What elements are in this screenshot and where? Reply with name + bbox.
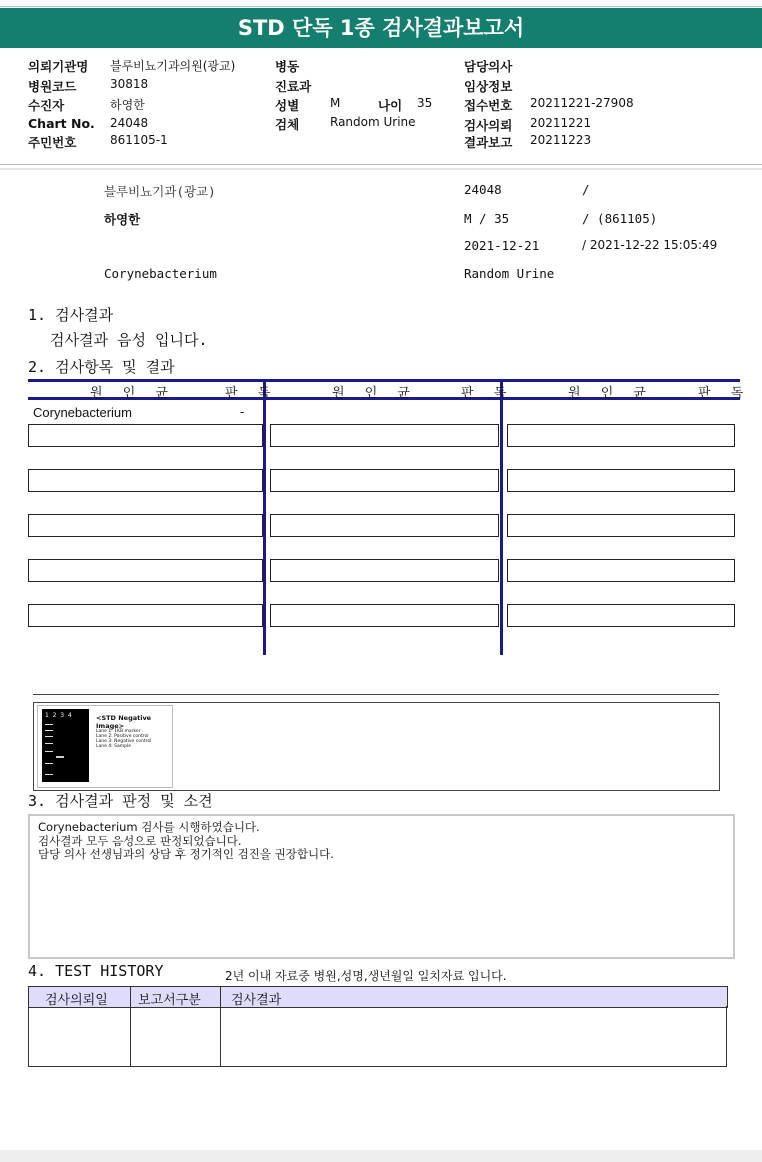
col-header-judge-2: 판 독 [461, 386, 515, 401]
gel-band [45, 724, 53, 725]
value-receipt-no: 20211221-27908 [530, 96, 634, 110]
history-col-report-type: 보고서구분 [138, 993, 201, 1008]
value-age: 35 [417, 96, 433, 110]
col-header-organism-1: 원 인 균 [90, 386, 176, 401]
gel-legend [96, 729, 151, 749]
label-hospital-code: 병원코드 [28, 79, 77, 94]
summary-sex-age: M / 35 [464, 211, 510, 226]
result-item-judge: - [240, 405, 245, 419]
label-doctor: 담당의사 [464, 59, 513, 74]
history-bottom-border [28, 1066, 727, 1067]
result-cell [507, 514, 735, 537]
label-requesting-org: 의뢰기관명 [28, 59, 89, 74]
result-cell [28, 469, 263, 492]
history-col-request-date: 검사의뢰일 [45, 993, 108, 1008]
result-cell [270, 469, 499, 492]
gel-legend-item: Lane 1: 1KB marker [96, 729, 141, 734]
section2-title: 2. 검사항목 및 결과 [28, 358, 175, 376]
result-cell [270, 559, 499, 582]
result-cell [28, 514, 263, 537]
summary-slash: / [582, 182, 590, 197]
label-age: 나이 [378, 98, 403, 113]
section1-text: 검사결과 음성 입니다. [50, 331, 208, 349]
opinion-text [38, 821, 334, 862]
opinion-line: Corynebacterium 검사를 시행하였습니다. [38, 820, 260, 834]
section3-title: 3. 검사결과 판정 및 소견 [28, 792, 213, 810]
header-divider [0, 164, 762, 165]
result-cell [507, 604, 735, 627]
history-note: 2년 이내 자료중 병원,성명,생년월일 일치자료 입니다. [225, 969, 507, 983]
opinion-box [28, 814, 735, 959]
gel-positive-band [56, 756, 64, 758]
opinion-line: 담당 의사 선생님과의 상담 후 정기적인 검진을 권장합니다. [38, 847, 334, 861]
value-request-date: 20211221 [530, 116, 592, 130]
summary-chart: 24048 [464, 182, 502, 197]
col-header-organism-2: 원 인 균 [332, 386, 418, 401]
result-cell [28, 604, 263, 627]
gel-lane-numbers: 1 2 3 4 [45, 712, 72, 719]
history-left-border [28, 1006, 29, 1066]
summary-hospital: 블루비뇨기과(광교) [104, 184, 216, 199]
value-sex: M [330, 96, 341, 110]
history-header-row [28, 986, 728, 1008]
table-divider-1 [263, 379, 266, 655]
label-sex: 성별 [275, 98, 300, 113]
gel-image-card [37, 705, 173, 788]
col-header-judge-3: 판 독 [698, 386, 752, 401]
value-requesting-org: 블루비뇨기과의원(광교) [110, 59, 236, 73]
title-top-line [0, 6, 762, 7]
result-cell [28, 559, 263, 582]
result-cell [28, 424, 263, 447]
summary-date1: 2021-12-21 [464, 238, 540, 253]
history-right-border [726, 1006, 727, 1066]
history-col-sep [130, 986, 131, 1066]
label-rrn: 주민번호 [28, 135, 77, 150]
result-cell [270, 604, 499, 627]
label-ward: 병동 [275, 59, 300, 74]
gel-band [45, 736, 53, 737]
gel-legend-item: Lane 2: Positive control [96, 734, 149, 739]
gel-image [42, 709, 89, 782]
section1-title: 1. 검사결과 [28, 306, 114, 324]
history-col-sep [220, 986, 221, 1066]
label-chart-no: Chart No. [28, 116, 95, 131]
summary-rrn: / (861105) [582, 211, 658, 226]
value-specimen: Random Urine [330, 115, 416, 129]
col-header-judge-1: 판 독 [225, 386, 279, 401]
gel-band [45, 751, 53, 752]
gel-legend-item: Lane 3: Negative control [96, 739, 152, 744]
result-cell [270, 424, 499, 447]
label-clinical-info: 임상정보 [464, 79, 513, 94]
table-divider-2 [500, 379, 503, 655]
gel-band [45, 774, 53, 775]
summary-specimen: Random Urine [464, 266, 555, 281]
value-hospital-code: 30818 [110, 77, 149, 91]
gel-band [45, 763, 53, 764]
opinion-line: 검사결과 모두 음성으로 판정되었습니다. [38, 833, 242, 848]
report-title: STD 단독 1종 검사결과보고서 [0, 8, 762, 48]
history-col-result: 검사결과 [231, 993, 282, 1008]
label-specimen: 검체 [275, 117, 300, 132]
gel-band [45, 743, 53, 744]
value-patient: 하영한 [110, 98, 145, 112]
result-item-organism: Corynebacterium [33, 405, 132, 420]
label-patient: 수진자 [28, 98, 65, 113]
result-cell [507, 559, 735, 582]
result-cell [507, 424, 735, 447]
col-header-organism-3: 원 인 균 [568, 386, 654, 401]
value-rrn: 861105-1 [110, 133, 168, 147]
summary-organism: Corynebacterium [104, 266, 217, 281]
gel-title: <STD Negative Image> [96, 714, 152, 730]
gel-legend-item: Lane 4: Sample [96, 744, 131, 749]
value-report-date: 20211223 [530, 133, 592, 147]
label-receipt-no: 접수번호 [464, 98, 513, 113]
label-report-date: 결과보고 [464, 135, 513, 150]
gel-band [45, 730, 53, 731]
summary-name: 하영한 [104, 212, 141, 227]
label-department: 진료과 [275, 79, 312, 94]
label-request-date: 검사의뢰 [464, 118, 513, 133]
value-chart-no: 24048 [110, 116, 149, 130]
page-footer-band [0, 1150, 762, 1162]
header-divider-shadow [0, 168, 762, 170]
summary-date2: / 2021-12-22 15:05:49 [582, 238, 718, 252]
result-cell [270, 514, 499, 537]
image-top-rule [33, 694, 719, 695]
section4-title: 4. TEST HISTORY [28, 962, 164, 980]
result-cell [507, 469, 735, 492]
